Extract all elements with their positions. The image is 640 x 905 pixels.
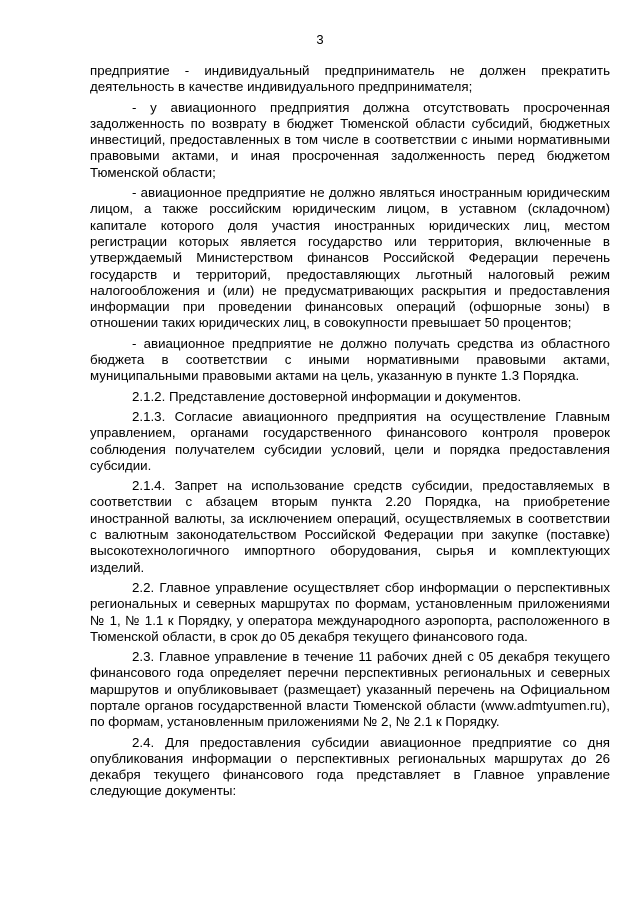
- paragraph: предприятие - индивидуальный предприниматель не должен прекратить деятельность в качестве индивидуального предпринимателя;: [90, 63, 610, 95]
- page-number: 3: [316, 32, 324, 47]
- paragraph: - авиационное предприятие не должно получать средства из областного бюджета в соответствии с иными нормативными правовыми актами, муниципальными правовыми актами на цель, указанную в пункте 1.3 Порядка.: [90, 335, 610, 384]
- paragraph: 2.3. Главное управление в течение 11 рабочих дней с 05 декабря текущего финансового года определяет перечни перспективных региональных и северных маршрутов и опубликовывает (размещает) указанный перечень на Официальном портале органов государственной власти Тюменской области (www.admtyumen.ru), по формам, установленным приложениями № 2, № 2.1 к Порядку.: [90, 649, 610, 730]
- paragraph: 2.1.3. Согласие авиационного предприятия на осуществление Главным управлением, органами государственного финансового контроля проверок соблюдения получателем субсидии условий, цели и порядка предоставления субсидии.: [90, 408, 610, 473]
- paragraph: - у авиационного предприятия должна отсутствовать просроченная задолженность по возврату в бюджет Тюменской области субсидий, бюджетных инвестиций, предоставленных в том числе в соответствии с иными нормативными правовыми актами, и иная просроченная задолженность перед бюджетом Тюменской области;: [90, 99, 610, 180]
- paragraph: 2.2. Главное управление осуществляет сбор информации о перспективных региональных и северных маршрутах по формам, установленным приложениями № 1, № 1.1 к Порядку, у оператора международного аэропорта, расположенного в Тюменской области, в срок до 05 декабря текущего финансового года.: [90, 579, 610, 644]
- paragraph: 2.1.4. Запрет на использование средств субсидии, предоставляемых в соответствии с абзацем вторым пункта 2.20 Порядка, на приобретение иностранной валюты, за исключением операций, осуществляемых в соответствии с валютным законодательством Российской Федерации при закупке (поставке) высокотехнологичного импортного оборудования, сырья и комплектующих изделий.: [90, 478, 610, 575]
- paragraph: 2.4. Для предоставления субсидии авиационное предприятие со дня опубликования информации о перспективных региональных маршрутах до 26 декабря текущего финансового года представляет в Главное управление следующие документы:: [90, 734, 610, 799]
- paragraph: - авиационное предприятие не должно являться иностранным юридическим лицом, а также российским юридическим лицом, в уставном (складочном) капитале которого доля участия иностранных юридических лиц, местом регистрации которых является государство или территория, включенные в утверждаемый Министерством финансов Российской Федерации перечень государств и территорий, предоставляющих льготный налоговый режим налогообложения и (или) не предусматривающих раскрытия и предоставления информации при проведении финансовых операций (офшорные зоны) в отношении таких юридических лиц, в совокупности превышает 50 процентов;: [90, 185, 610, 331]
- document-body: [90, 63, 610, 804]
- paragraph: 2.1.2. Представление достоверной информации и документов.: [132, 388, 522, 404]
